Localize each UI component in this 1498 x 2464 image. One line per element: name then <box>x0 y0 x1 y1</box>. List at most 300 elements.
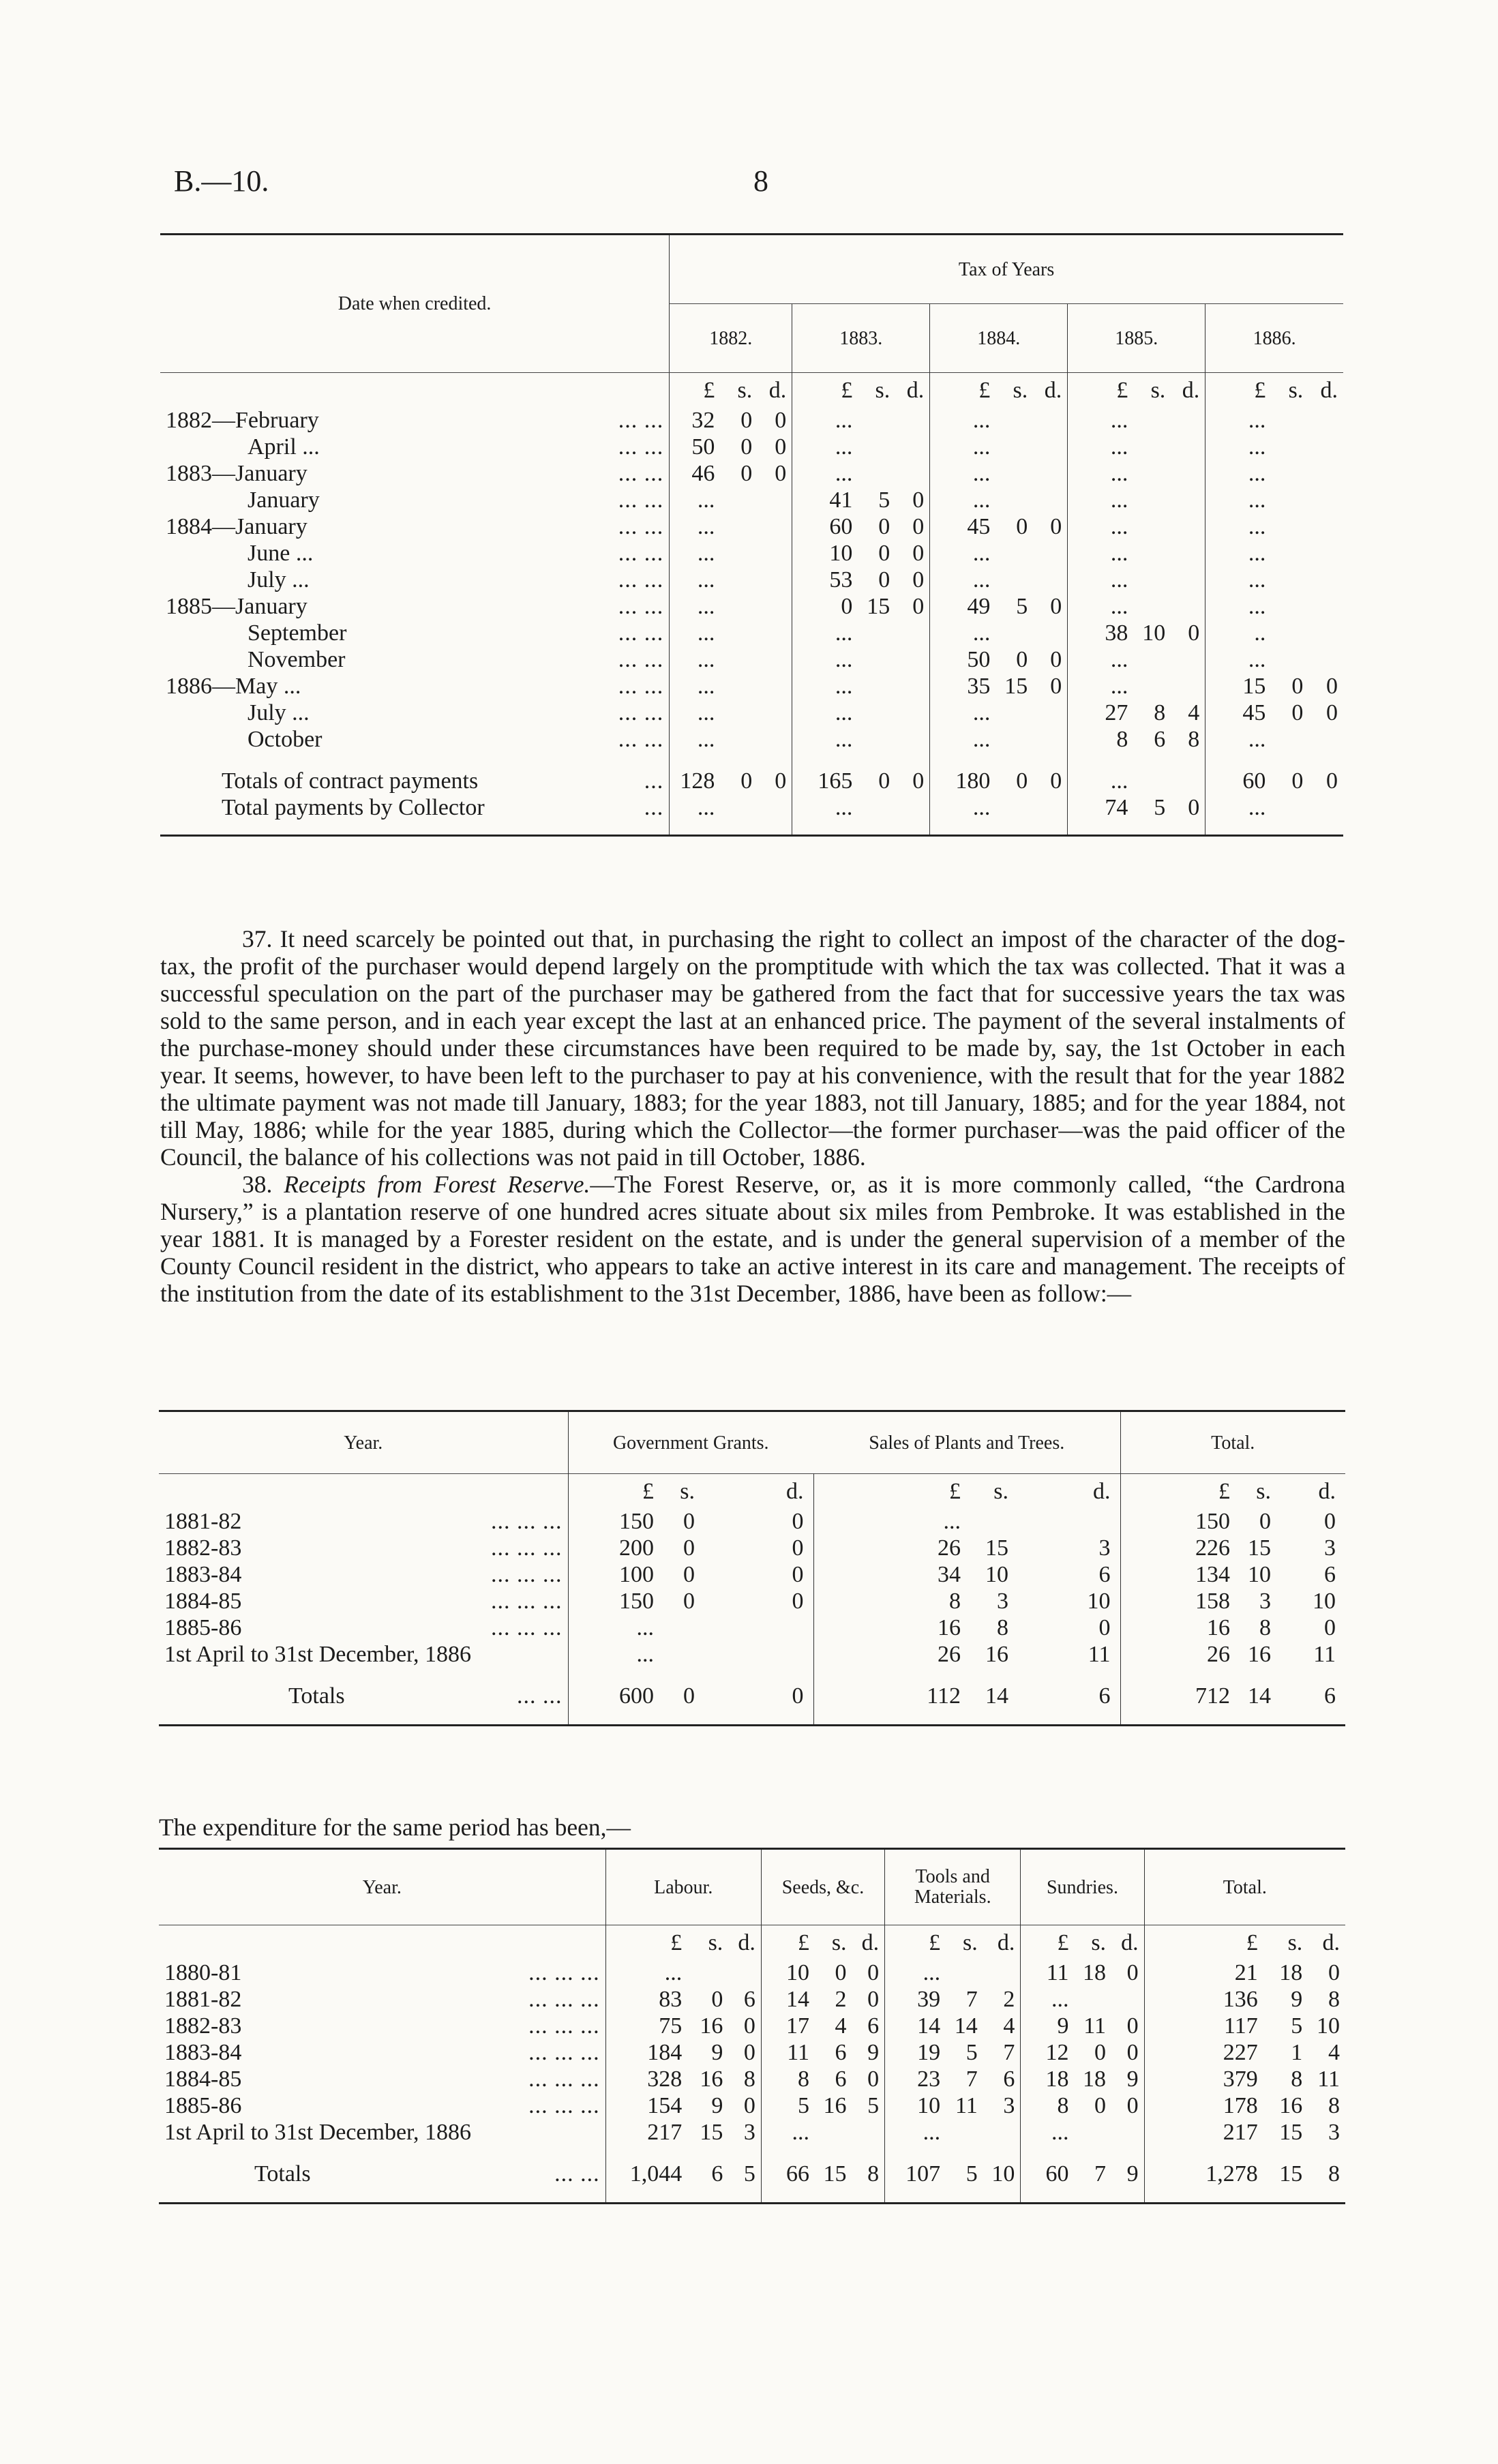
year-1883-header: 1883. <box>792 304 930 373</box>
spacer-cell <box>1280 1668 1345 1683</box>
amount-pence: 10 <box>1313 1589 1336 1614</box>
year-cell <box>159 2092 605 2119</box>
row-label: 1885-86 <box>164 1615 242 1640</box>
amount-shillings: 0 <box>683 1683 695 1709</box>
year-cell <box>159 2119 605 2146</box>
amount-pounds: 34 <box>813 1561 970 1588</box>
amount-shillings <box>995 460 1033 487</box>
receipt-row <box>159 1614 1345 1641</box>
date-cell <box>160 513 670 540</box>
year-1884-header: 1884. <box>930 304 1068 373</box>
amount-pounds: 60 <box>792 513 858 540</box>
totals-row <box>160 768 1343 794</box>
amount-pounds: 158 <box>1120 1588 1240 1614</box>
amount-pence: 0 <box>1326 700 1338 725</box>
amount-shillings: 7 <box>1094 2161 1107 2187</box>
amount-shillings <box>720 700 758 726</box>
amount-pence: 0 <box>1050 594 1062 619</box>
amount-pounds: ... <box>792 726 858 753</box>
spacer-cell <box>930 753 996 768</box>
amount-pounds: 26 <box>1120 1641 1240 1668</box>
amount-pence: 0 <box>1324 1509 1336 1534</box>
amount-pence <box>758 513 792 540</box>
year-column-header: Year. <box>344 1432 383 1454</box>
amount-pounds: 10 <box>885 2092 946 2119</box>
leader-dots: ... ... <box>618 434 664 460</box>
amount-pounds: ... <box>930 540 996 567</box>
amount-pence: 10 <box>1317 2013 1340 2039</box>
amount-pence <box>728 1959 761 1986</box>
amount-pounds: 134 <box>1120 1561 1240 1588</box>
amount-shillings: 7 <box>965 2067 978 2092</box>
row-label: 1882-83 <box>164 2013 242 2039</box>
amount-pounds: 9 <box>1021 2013 1075 2039</box>
amount-shillings <box>1271 593 1308 620</box>
amount-shillings: 5 <box>1291 2013 1303 2039</box>
amount-shillings: 6 <box>835 2040 847 2065</box>
spacer-cell <box>1263 2146 1308 2161</box>
ledger-row <box>160 700 1343 726</box>
amount-shillings: 15 <box>1004 674 1028 699</box>
amount-pounds: .. <box>1205 620 1272 646</box>
amount-pounds: ... <box>792 434 858 460</box>
tax-of-years-header: Tax of Years <box>670 235 1343 304</box>
amount-shillings <box>995 620 1033 646</box>
amount-shillings: 16 <box>985 1642 1008 1667</box>
amount-shillings <box>1271 620 1308 646</box>
year-cell <box>159 2039 605 2066</box>
spacer-cell <box>815 2187 852 2204</box>
amount-pence: 10 <box>1087 1589 1111 1614</box>
amount-pounds: 8 <box>1068 726 1134 753</box>
amount-shillings <box>1271 646 1308 673</box>
amount-shillings: 5 <box>1154 795 1166 820</box>
spacer-cell <box>704 1668 813 1683</box>
spacer-cell <box>1308 753 1343 768</box>
page-number: 8 <box>753 164 768 198</box>
leader-dots: ... ... ... <box>528 2093 600 2118</box>
amount-pence: 4 <box>1328 2040 1340 2065</box>
amount-shillings <box>1133 567 1171 593</box>
amount-shillings: 5 <box>1016 594 1028 619</box>
amount-pounds: ... <box>1205 434 1272 460</box>
row-label: 1882—February <box>166 408 319 433</box>
amount-pounds: ... <box>930 620 996 646</box>
amount-pence: 0 <box>912 567 925 592</box>
ledger-row <box>160 620 1343 646</box>
amount-shillings: 0 <box>1291 768 1304 794</box>
amount-pounds: 712 <box>1120 1683 1240 1709</box>
amount-shillings <box>720 726 758 753</box>
row-label: 1883-84 <box>164 1562 242 1587</box>
amount-shillings: 3 <box>997 1589 1008 1614</box>
leader-dots: ... <box>644 768 664 794</box>
amount-shillings: 0 <box>1259 1509 1271 1534</box>
unit-label: £ <box>1021 1925 1075 1960</box>
amount-pence: 4 <box>1188 700 1200 725</box>
spacer-cell <box>758 753 792 768</box>
amount-pounds: ... <box>1021 1986 1075 2013</box>
amount-shillings <box>1271 567 1308 593</box>
amount-pounds: ... <box>1205 567 1272 593</box>
spacer-cell <box>1120 1668 1240 1683</box>
spacer-cell <box>758 821 792 836</box>
amount-shillings <box>1074 1986 1111 2013</box>
unit-label: £ <box>813 1474 970 1509</box>
amount-pence <box>983 1959 1021 1986</box>
amount-pence: 6 <box>1324 1562 1336 1587</box>
amount-shillings: 16 <box>823 2093 847 2118</box>
spacer-cell <box>858 753 895 768</box>
row-label: 1884-85 <box>164 2067 242 2092</box>
ledger-row <box>160 567 1343 593</box>
amount-shillings: 16 <box>700 2013 723 2039</box>
amount-pence <box>1308 487 1343 513</box>
amount-shillings: 5 <box>965 2161 978 2187</box>
amount-pounds: ... <box>930 700 996 726</box>
amount-pounds: ... <box>1068 460 1134 487</box>
amount-pounds: ... <box>1205 407 1272 434</box>
amount-pence <box>1308 620 1343 646</box>
amount-pence: 0 <box>1188 620 1200 646</box>
date-cell <box>160 726 670 753</box>
amount-pounds: ... <box>930 460 996 487</box>
amount-pence <box>895 646 930 673</box>
spacer-cell <box>159 2187 605 2204</box>
spacer-cell <box>946 2146 983 2161</box>
spacer-cell <box>1205 821 1272 836</box>
unit-label: d. <box>1320 377 1338 403</box>
amount-shillings: 0 <box>878 567 890 592</box>
year-cell <box>159 1614 568 1641</box>
amount-pence: 3 <box>743 2120 755 2145</box>
amount-pence <box>852 2119 885 2146</box>
amount-pence: 3 <box>1098 1535 1111 1561</box>
unit-label: £ <box>568 1474 663 1509</box>
amount-shillings: 0 <box>683 1509 695 1534</box>
spacer-cell <box>720 753 758 768</box>
amount-pence: 0 <box>1126 1960 1139 1985</box>
ledger-row <box>160 513 1343 540</box>
spacer-cell <box>1171 753 1205 768</box>
amount-pence: 0 <box>792 1509 804 1534</box>
amount-pounds: 178 <box>1144 2092 1263 2119</box>
amount-pence <box>1308 567 1343 593</box>
amount-pence <box>758 646 792 673</box>
amount-shillings: 10 <box>985 1562 1008 1587</box>
amount-pence: 0 <box>912 594 925 619</box>
amount-pounds: 328 <box>605 2066 687 2092</box>
leader-dots: ... ... ... <box>528 2013 600 2039</box>
amount-pence: 0 <box>912 768 925 794</box>
amount-shillings <box>858 794 895 821</box>
leader-dots: ... ... ... <box>528 2040 600 2065</box>
amount-pence: 0 <box>1326 674 1338 699</box>
amount-shillings: 11 <box>955 2093 978 2118</box>
amount-shillings: 8 <box>1291 2067 1303 2092</box>
leader-dots: ... <box>644 795 664 820</box>
tax-of-years-table <box>160 233 1343 837</box>
amount-pounds: 184 <box>605 2039 687 2066</box>
amount-pounds: 8 <box>1021 2092 1075 2119</box>
leader-dots: ... ... <box>517 1683 563 1709</box>
date-cell <box>160 487 670 513</box>
amount-pounds: 50 <box>930 646 996 673</box>
spacer-cell <box>670 753 721 768</box>
amount-shillings <box>720 620 758 646</box>
leader-dots: ... ... <box>618 727 664 752</box>
amount-shillings: 18 <box>1083 1960 1107 1985</box>
paragraph-38-body: —The Forest Reserve, or, as it is more commonly called, “the Cardrona Nursery,” is a plantation reserve of one hundred acres situate about six miles from Pembroke. It was established in the year 1881. It is managed by a Forester resident on the estate, and is under the general supervision of a member of the County Council resident in the district, who appears to take an active interest in its care and management. The receipts of the institution from the date of its establishment to the 31st December, 1886, have been as follow:— <box>160 1171 1346 1307</box>
currency-unit-row <box>160 373 1343 408</box>
tools-materials-header: Tools and Materials. <box>885 1849 1021 1925</box>
spacer-cell <box>761 2187 815 2204</box>
amount-pounds: ... <box>1068 540 1134 567</box>
year-cell <box>159 1986 605 2013</box>
amount-pounds: 200 <box>568 1535 663 1561</box>
spacer-cell <box>1021 2187 1075 2204</box>
amount-pounds: ... <box>670 673 721 700</box>
row-label: November <box>248 647 346 672</box>
expenditure-row <box>159 2119 1345 2146</box>
spacer-cell <box>1133 753 1171 768</box>
amount-pounds: ... <box>670 487 721 513</box>
amount-pounds: ... <box>1068 593 1134 620</box>
amount-pounds: 154 <box>605 2092 687 2119</box>
leader-dots: ... ... <box>554 2161 600 2187</box>
row-label: 1883-84 <box>164 2040 242 2065</box>
unit-spacer <box>159 1474 568 1509</box>
spacer-cell <box>1308 2187 1345 2204</box>
amount-shillings <box>815 2119 852 2146</box>
amount-pence <box>1171 434 1205 460</box>
amount-pence <box>1018 1508 1120 1535</box>
amount-shillings: 0 <box>1016 768 1028 794</box>
amount-pounds: 150 <box>568 1588 663 1614</box>
row-label: July ... <box>248 700 310 725</box>
amount-pounds: 227 <box>1144 2039 1263 2066</box>
amount-pence <box>1171 646 1205 673</box>
row-label: 1884-85 <box>164 1589 242 1614</box>
amount-pence <box>895 434 930 460</box>
amount-pence <box>704 1614 813 1641</box>
amount-pence: 8 <box>1328 2161 1340 2187</box>
year-1886-header: 1886. <box>1205 304 1343 373</box>
amount-shillings: 6 <box>1154 727 1166 752</box>
spacer-row <box>159 1709 1345 1726</box>
amount-pounds: ... <box>1068 646 1134 673</box>
amount-pence <box>1308 726 1343 753</box>
amount-pence <box>1171 460 1205 487</box>
spacer-cell <box>930 821 996 836</box>
amount-shillings <box>995 567 1033 593</box>
amount-pence <box>1033 460 1068 487</box>
date-column-header: Date when credited. <box>160 235 670 373</box>
amount-shillings <box>720 487 758 513</box>
amount-pence: 0 <box>1328 1960 1340 1985</box>
amount-shillings: 8 <box>997 1615 1008 1640</box>
amount-pence <box>1033 540 1068 567</box>
amount-pence <box>1308 593 1343 620</box>
amount-shillings <box>858 460 895 487</box>
amount-pounds: ... <box>1021 2119 1075 2146</box>
amount-shillings: 15 <box>823 2161 847 2187</box>
amount-shillings: 15 <box>985 1535 1008 1561</box>
amount-pounds: 23 <box>885 2066 946 2092</box>
amount-shillings <box>1271 407 1308 434</box>
amount-pence <box>1033 407 1068 434</box>
amount-pence <box>1171 513 1205 540</box>
amount-shillings: 0 <box>1291 700 1304 725</box>
spacer-cell <box>1171 821 1205 836</box>
amount-pounds: ... <box>670 646 721 673</box>
unit-label: £ <box>670 373 721 408</box>
amount-pounds: ... <box>670 726 721 753</box>
amount-pounds: 217 <box>1144 2119 1263 2146</box>
amount-pounds: ... <box>761 2119 815 2146</box>
amount-shillings <box>1271 794 1308 821</box>
leader-dots: ... ... ... <box>528 2067 600 2092</box>
unit-label: £ <box>930 373 996 408</box>
amount-pence: 6 <box>867 2013 880 2039</box>
amount-pence <box>1171 673 1205 700</box>
ledger-row <box>160 434 1343 460</box>
amount-pounds: ... <box>930 726 996 753</box>
amount-pence: 0 <box>1324 1615 1336 1640</box>
unit-label: s. <box>831 1929 847 1955</box>
currency-unit-row <box>159 1474 1345 1509</box>
unit-label: £ <box>792 373 858 408</box>
amount-shillings: 14 <box>954 2013 978 2039</box>
amount-pounds: 12 <box>1021 2039 1075 2066</box>
spacer-cell <box>858 821 895 836</box>
amount-pence: 3 <box>1003 2093 1015 2118</box>
spacer-cell <box>568 1668 663 1683</box>
amount-pounds: 27 <box>1068 700 1134 726</box>
amount-pence: 0 <box>1126 2093 1139 2118</box>
amount-pounds: ... <box>930 434 996 460</box>
sales-header: Sales of Plants and Trees. <box>869 1432 1065 1454</box>
spacer-cell <box>1018 1709 1120 1726</box>
spacer-cell <box>1308 2146 1345 2161</box>
amount-pounds: ... <box>670 593 721 620</box>
receipt-row <box>159 1588 1345 1614</box>
row-label: Totals of contract payments <box>222 768 479 794</box>
amount-shillings: 0 <box>878 541 890 566</box>
amount-shillings <box>858 434 895 460</box>
spacer-cell <box>568 1709 663 1726</box>
receipt-row <box>159 1508 1345 1535</box>
amount-shillings: 11 <box>1083 2013 1107 2039</box>
amount-pounds: ... <box>792 460 858 487</box>
amount-pence <box>1308 513 1343 540</box>
amount-pounds: 41 <box>792 487 858 513</box>
date-cell <box>160 646 670 673</box>
spacer-cell <box>663 1709 704 1726</box>
unit-label: d. <box>786 1478 804 1504</box>
row-label: 1884—January <box>166 514 308 539</box>
unit-label: s. <box>1288 377 1304 403</box>
totals-row <box>160 794 1343 821</box>
amount-pence <box>895 407 930 434</box>
amount-pence: 0 <box>867 2067 880 2092</box>
row-label: Total payments by Collector <box>222 795 485 820</box>
date-cell <box>160 673 670 700</box>
spacer-cell <box>1111 2146 1144 2161</box>
spacer-cell <box>895 753 930 768</box>
spacer-row <box>159 2187 1345 2204</box>
amount-pounds: ... <box>792 646 858 673</box>
spacer-cell <box>815 2146 852 2161</box>
date-cell <box>160 434 670 460</box>
spacer-cell <box>813 1709 970 1726</box>
ledger-row <box>160 673 1343 700</box>
amount-shillings <box>995 700 1033 726</box>
spacer-cell <box>663 1668 704 1683</box>
amount-shillings <box>720 646 758 673</box>
amount-shillings: 0 <box>683 1535 695 1561</box>
amount-shillings <box>970 1508 1018 1535</box>
amount-shillings: 15 <box>700 2120 723 2145</box>
amount-pounds: ... <box>670 620 721 646</box>
amount-shillings: 2 <box>835 1987 847 2012</box>
spacer-cell <box>704 1709 813 1726</box>
amount-shillings: 5 <box>965 2040 978 2065</box>
amount-pence: 0 <box>1188 795 1200 820</box>
amount-pounds: ... <box>1205 487 1272 513</box>
amount-pounds: 11 <box>1021 1959 1075 1986</box>
spacer-cell <box>1033 753 1068 768</box>
amount-shillings <box>995 726 1033 753</box>
amount-pounds: 8 <box>761 2066 815 2092</box>
amount-shillings: 18 <box>1083 2067 1107 2092</box>
amount-pounds: 14 <box>761 1986 815 2013</box>
amount-pence <box>1171 768 1205 794</box>
amount-pounds: 18 <box>1021 2066 1075 2092</box>
amount-pounds: ... <box>930 487 996 513</box>
amount-shillings <box>720 513 758 540</box>
ledger-row <box>160 540 1343 567</box>
amount-pence: 11 <box>1088 1642 1111 1667</box>
spacer-row <box>159 2146 1345 2161</box>
amount-pence: 0 <box>912 487 925 513</box>
amount-pence: 6 <box>743 1987 755 2012</box>
amount-shillings <box>1133 513 1171 540</box>
amount-pence <box>1171 593 1205 620</box>
amount-shillings <box>1133 460 1171 487</box>
amount-shillings <box>858 620 895 646</box>
amount-pounds: 60 <box>1205 768 1272 794</box>
unit-label: £ <box>1068 373 1134 408</box>
amount-pence: 0 <box>1126 2040 1139 2065</box>
report-paragraphs <box>160 925 1345 1307</box>
amount-shillings <box>1271 726 1308 753</box>
amount-pounds: ... <box>670 567 721 593</box>
date-cell <box>160 593 670 620</box>
amount-pence: 3 <box>1328 2120 1340 2145</box>
paragraph-38-title: Receipts from Forest Reserve. <box>284 1171 590 1198</box>
amount-shillings <box>946 2119 983 2146</box>
amount-pence <box>1033 794 1068 821</box>
unit-label: £ <box>605 1925 687 1960</box>
amount-pence <box>1171 540 1205 567</box>
expenditure-row <box>159 2039 1345 2066</box>
unit-label: s. <box>1013 377 1028 403</box>
amount-pence <box>895 620 930 646</box>
amount-shillings: 3 <box>1259 1589 1271 1614</box>
spacer-cell <box>605 2187 687 2204</box>
leader-dots: ... ... <box>618 514 664 539</box>
